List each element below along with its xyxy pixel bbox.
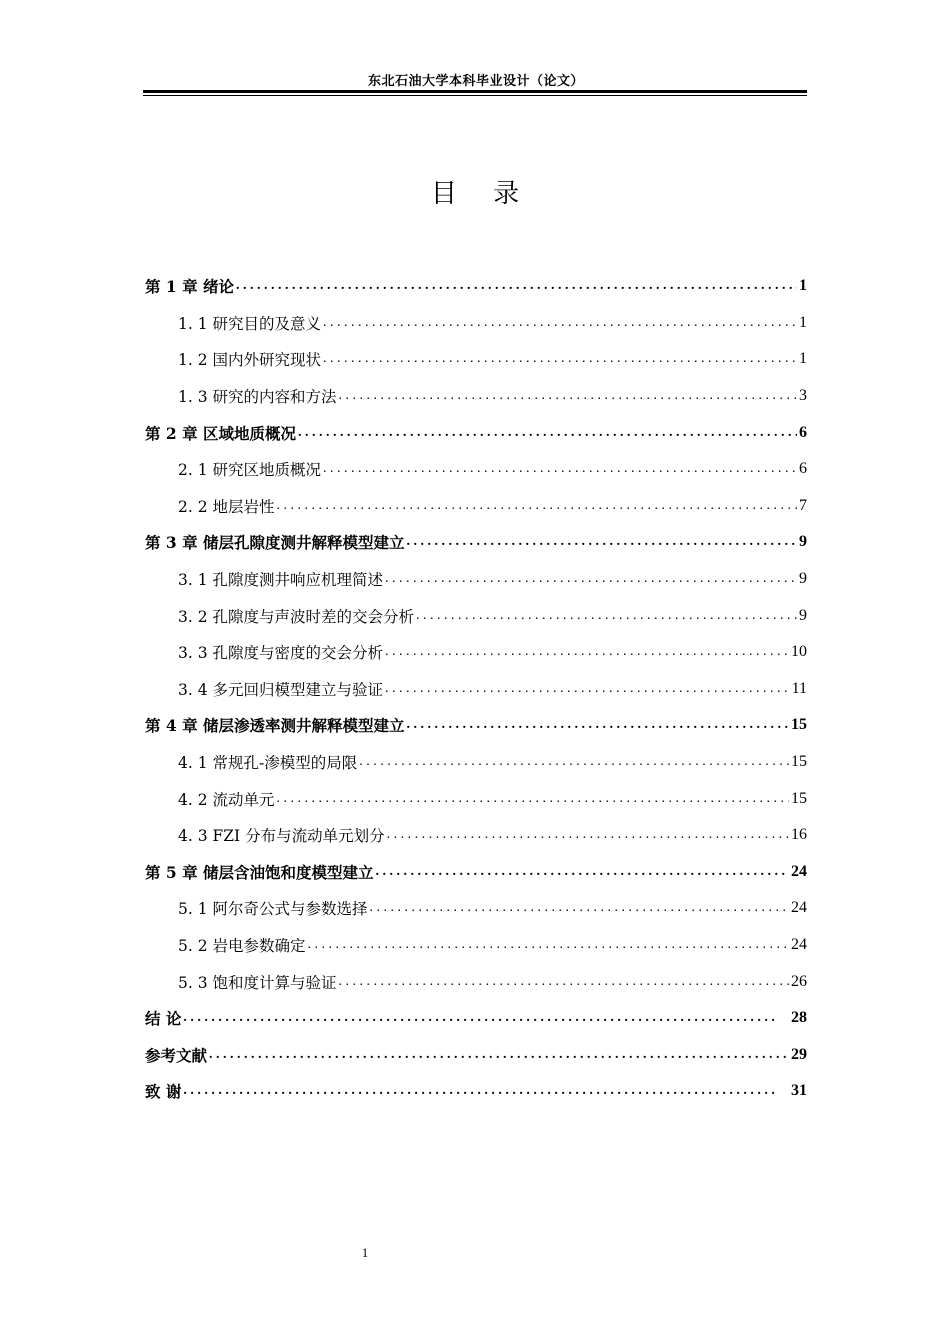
toc-leader-dots bbox=[323, 315, 797, 331]
toc-entry-page: 24 bbox=[791, 862, 807, 880]
toc-entry-page: 28 bbox=[791, 1009, 807, 1027]
toc-leader-dots bbox=[370, 900, 789, 916]
toc-entry-label: 1. 1 研究目的及意义 bbox=[178, 314, 322, 333]
toc-entry-page: 3 bbox=[799, 387, 807, 405]
toc-entry-page: 16 bbox=[791, 826, 807, 844]
toc-chapter-entry[interactable] bbox=[145, 1036, 807, 1073]
toc-entry-page: 1 bbox=[799, 313, 807, 331]
toc-chapter-entry[interactable] bbox=[145, 854, 807, 891]
toc-leader-dots bbox=[387, 827, 789, 843]
toc-entry-label: 1. 3 研究的内容和方法 bbox=[178, 388, 337, 407]
toc-chapter-entry[interactable] bbox=[145, 268, 807, 305]
toc-chapter-entry[interactable] bbox=[145, 707, 807, 744]
toc-entry-page: 26 bbox=[791, 972, 807, 990]
toc-section-entry[interactable] bbox=[145, 451, 807, 488]
toc-entry-label: 3. 3 孔隙度与密度的交会分析 bbox=[178, 644, 384, 663]
toc-entry-page: 7 bbox=[799, 496, 807, 514]
toc-entry-label: 致 谢 bbox=[145, 1082, 182, 1102]
toc-entry-label: 结 论 bbox=[145, 1009, 182, 1029]
toc-title: 目 录 bbox=[430, 179, 534, 209]
toc-entry-label: 3. 1 孔隙度测井响应机理简述 bbox=[178, 571, 384, 590]
toc-section-entry[interactable] bbox=[145, 561, 807, 598]
toc-entry-page: 15 bbox=[791, 753, 807, 771]
toc-entry-label: 2. 2 地层岩性 bbox=[178, 497, 275, 516]
toc-entry-page: 10 bbox=[791, 643, 807, 661]
toc-chapter-entry[interactable] bbox=[145, 414, 807, 451]
toc-section-entry[interactable] bbox=[145, 963, 807, 1000]
table-of-contents bbox=[145, 268, 807, 1110]
toc-section-entry[interactable] bbox=[145, 817, 807, 854]
toc-entry-page: 31 bbox=[791, 1082, 807, 1100]
toc-entry-page: 29 bbox=[791, 1045, 807, 1063]
toc-entry-page: 9 bbox=[799, 606, 807, 624]
toc-leader-dots bbox=[183, 1010, 789, 1026]
toc-entry-label: 4. 3 FZI 分布与流动单元划分 bbox=[178, 827, 385, 846]
toc-entry-label: 4. 2 流动单元 bbox=[178, 790, 275, 809]
toc-entry-label: 2. 1 研究区地质概况 bbox=[178, 461, 322, 480]
toc-entry-label: 1. 2 国内外研究现状 bbox=[178, 351, 322, 370]
toc-section-entry[interactable] bbox=[145, 927, 807, 964]
toc-section-entry[interactable] bbox=[145, 780, 807, 817]
toc-chapter-entry[interactable] bbox=[145, 1073, 807, 1110]
toc-entry-label: 3. 2 孔隙度与声波时差的交会分析 bbox=[178, 607, 415, 626]
toc-leader-dots bbox=[183, 1083, 789, 1099]
toc-entry-page: 9 bbox=[799, 570, 807, 588]
toc-leader-dots bbox=[277, 791, 789, 807]
toc-section-entry[interactable] bbox=[145, 634, 807, 671]
toc-leader-dots bbox=[339, 388, 797, 404]
toc-entry-page: 1 bbox=[799, 277, 807, 295]
toc-entry-label: 第 1 章 绪论 bbox=[145, 277, 234, 297]
toc-leader-dots bbox=[298, 425, 797, 441]
toc-leader-dots bbox=[209, 1047, 789, 1063]
toc-leader-dots bbox=[236, 278, 797, 294]
toc-leader-dots bbox=[339, 974, 789, 990]
toc-entry-page: 15 bbox=[791, 789, 807, 807]
toc-leader-dots bbox=[375, 864, 789, 880]
header-rule-thick bbox=[143, 90, 807, 93]
toc-entry-label: 5. 2 岩电参数确定 bbox=[178, 936, 306, 955]
toc-entry-page: 6 bbox=[799, 460, 807, 478]
toc-leader-dots bbox=[406, 717, 789, 733]
toc-entry-page: 9 bbox=[799, 533, 807, 551]
toc-entry-page: 6 bbox=[799, 423, 807, 441]
toc-entry-page: 15 bbox=[791, 716, 807, 734]
toc-section-entry[interactable] bbox=[145, 744, 807, 781]
toc-entry-label: 第 3 章 储层孔隙度测井解释模型建立 bbox=[145, 533, 405, 553]
toc-leader-dots bbox=[308, 937, 789, 953]
toc-leader-dots bbox=[277, 498, 797, 514]
toc-section-entry[interactable] bbox=[145, 305, 807, 342]
toc-entry-page: 11 bbox=[791, 679, 807, 697]
toc-section-entry[interactable] bbox=[145, 597, 807, 634]
toc-leader-dots bbox=[406, 534, 797, 550]
toc-leader-dots bbox=[323, 351, 797, 367]
toc-entry-label: 参考文献 bbox=[145, 1045, 208, 1065]
toc-section-entry[interactable] bbox=[145, 341, 807, 378]
toc-leader-dots bbox=[359, 754, 789, 770]
toc-entry-label: 4. 1 常规孔-渗模型的局限 bbox=[178, 754, 358, 773]
toc-entry-page: 1 bbox=[799, 350, 807, 368]
toc-leader-dots bbox=[323, 461, 797, 477]
page-header: 东北石油大学本科毕业设计（论文） bbox=[367, 74, 584, 89]
toc-section-entry[interactable] bbox=[145, 671, 807, 708]
toc-leader-dots bbox=[385, 681, 790, 697]
toc-entry-label: 5. 1 阿尔奇公式与参数选择 bbox=[178, 900, 368, 919]
header-rule-thin bbox=[143, 95, 807, 96]
toc-entry-label: 3. 4 多元回归模型建立与验证 bbox=[178, 680, 384, 699]
toc-chapter-entry[interactable] bbox=[145, 524, 807, 561]
toc-entry-page: 24 bbox=[791, 935, 807, 953]
toc-entry-label: 第 5 章 储层含油饱和度模型建立 bbox=[145, 862, 374, 882]
toc-leader-dots bbox=[385, 644, 789, 660]
toc-section-entry[interactable] bbox=[145, 890, 807, 927]
toc-entry-label: 5. 3 饱和度计算与验证 bbox=[178, 973, 337, 992]
toc-section-entry[interactable] bbox=[145, 488, 807, 525]
toc-leader-dots bbox=[385, 571, 797, 587]
page-number: 1 bbox=[361, 1245, 369, 1260]
toc-entry-label: 第 2 章 区域地质概况 bbox=[145, 423, 296, 443]
toc-entry-label: 第 4 章 储层渗透率测井解释模型建立 bbox=[145, 716, 405, 736]
toc-leader-dots bbox=[416, 608, 797, 624]
toc-entry-page: 24 bbox=[791, 899, 807, 917]
toc-chapter-entry[interactable] bbox=[145, 1000, 807, 1037]
toc-section-entry[interactable] bbox=[145, 378, 807, 415]
